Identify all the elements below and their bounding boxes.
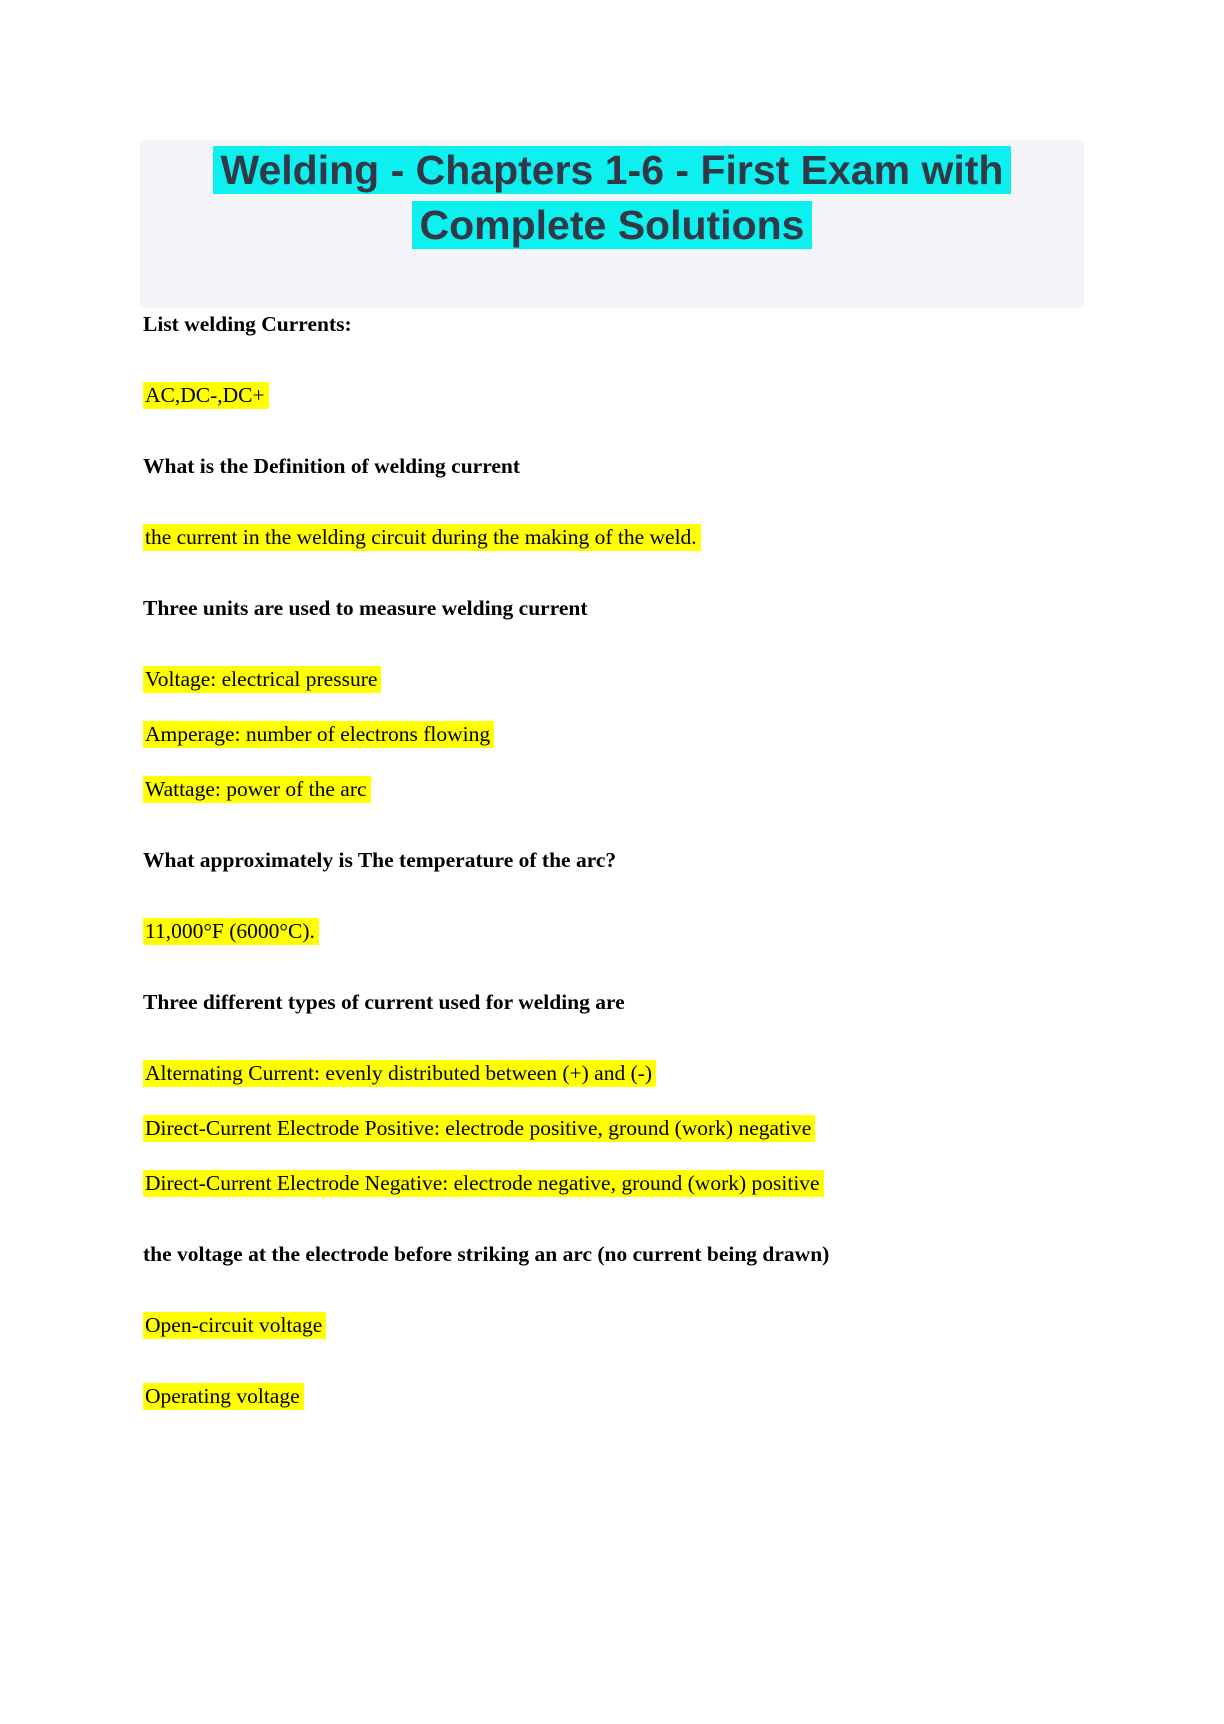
question-text: What is the Definition of welding current bbox=[143, 454, 521, 478]
answer-block bbox=[143, 917, 1084, 945]
answer-highlight: Voltage: electrical pressure bbox=[143, 666, 381, 693]
question-text: Three different types of current used for welding are bbox=[143, 990, 625, 1014]
answer-highlight: AC,DC-,DC+ bbox=[143, 382, 269, 409]
answer-highlight: Operating voltage bbox=[143, 1383, 304, 1410]
document-page bbox=[0, 140, 1224, 1724]
answer-block bbox=[143, 523, 1084, 551]
answer-line bbox=[143, 665, 1084, 693]
answer-line bbox=[143, 1059, 1084, 1087]
answer-block bbox=[143, 665, 1084, 803]
answer-block bbox=[143, 1382, 1084, 1410]
answer-line bbox=[143, 1311, 1084, 1339]
question-text: Three units are used to measure welding current bbox=[143, 596, 588, 620]
answer-line bbox=[143, 917, 1084, 945]
question-block bbox=[143, 452, 1084, 480]
answer-line bbox=[143, 1382, 1084, 1410]
page-title-line-2 bbox=[140, 198, 1084, 253]
question-block bbox=[143, 594, 1084, 622]
question-text: List welding Currents: bbox=[143, 312, 352, 336]
question-text: What approximately is The temperature of the arc? bbox=[143, 848, 617, 872]
answer-highlight: 11,000°F (6000°C). bbox=[143, 918, 319, 945]
answer-block bbox=[143, 1059, 1084, 1197]
page-title bbox=[140, 143, 1084, 253]
answer-highlight: Amperage: number of electrons flowing bbox=[143, 721, 494, 748]
answer-line bbox=[143, 775, 1084, 803]
answer-highlight: Direct-Current Electrode Positive: electrode positive, ground (work) negative bbox=[143, 1115, 815, 1142]
answer-line bbox=[143, 381, 1084, 409]
question-block bbox=[143, 1240, 1084, 1268]
title-highlight-line-2: Complete Solutions bbox=[412, 201, 813, 249]
page-title-line-1 bbox=[140, 143, 1084, 198]
title-header bbox=[140, 140, 1084, 308]
answer-block bbox=[143, 1311, 1084, 1339]
answer-highlight: Open-circuit voltage bbox=[143, 1312, 326, 1339]
answer-line bbox=[143, 523, 1084, 551]
answer-highlight: Alternating Current: evenly distributed between (+) and (-) bbox=[143, 1060, 656, 1087]
answer-line bbox=[143, 1169, 1084, 1197]
question-block bbox=[143, 988, 1084, 1016]
question-block bbox=[143, 310, 1084, 338]
question-text: the voltage at the electrode before striking an arc (no current being drawn) bbox=[143, 1242, 830, 1266]
answer-block bbox=[143, 381, 1084, 409]
answer-highlight: the current in the welding circuit during the making of the weld. bbox=[143, 524, 701, 551]
answer-highlight: Wattage: power of the arc bbox=[143, 776, 371, 803]
answer-highlight: Direct-Current Electrode Negative: electrode negative, ground (work) positive bbox=[143, 1170, 824, 1197]
title-highlight-line-1: Welding - Chapters 1-6 - First Exam with bbox=[213, 146, 1012, 194]
answer-line bbox=[143, 1114, 1084, 1142]
qa-content bbox=[140, 308, 1084, 1410]
question-block bbox=[143, 846, 1084, 874]
answer-line bbox=[143, 720, 1084, 748]
